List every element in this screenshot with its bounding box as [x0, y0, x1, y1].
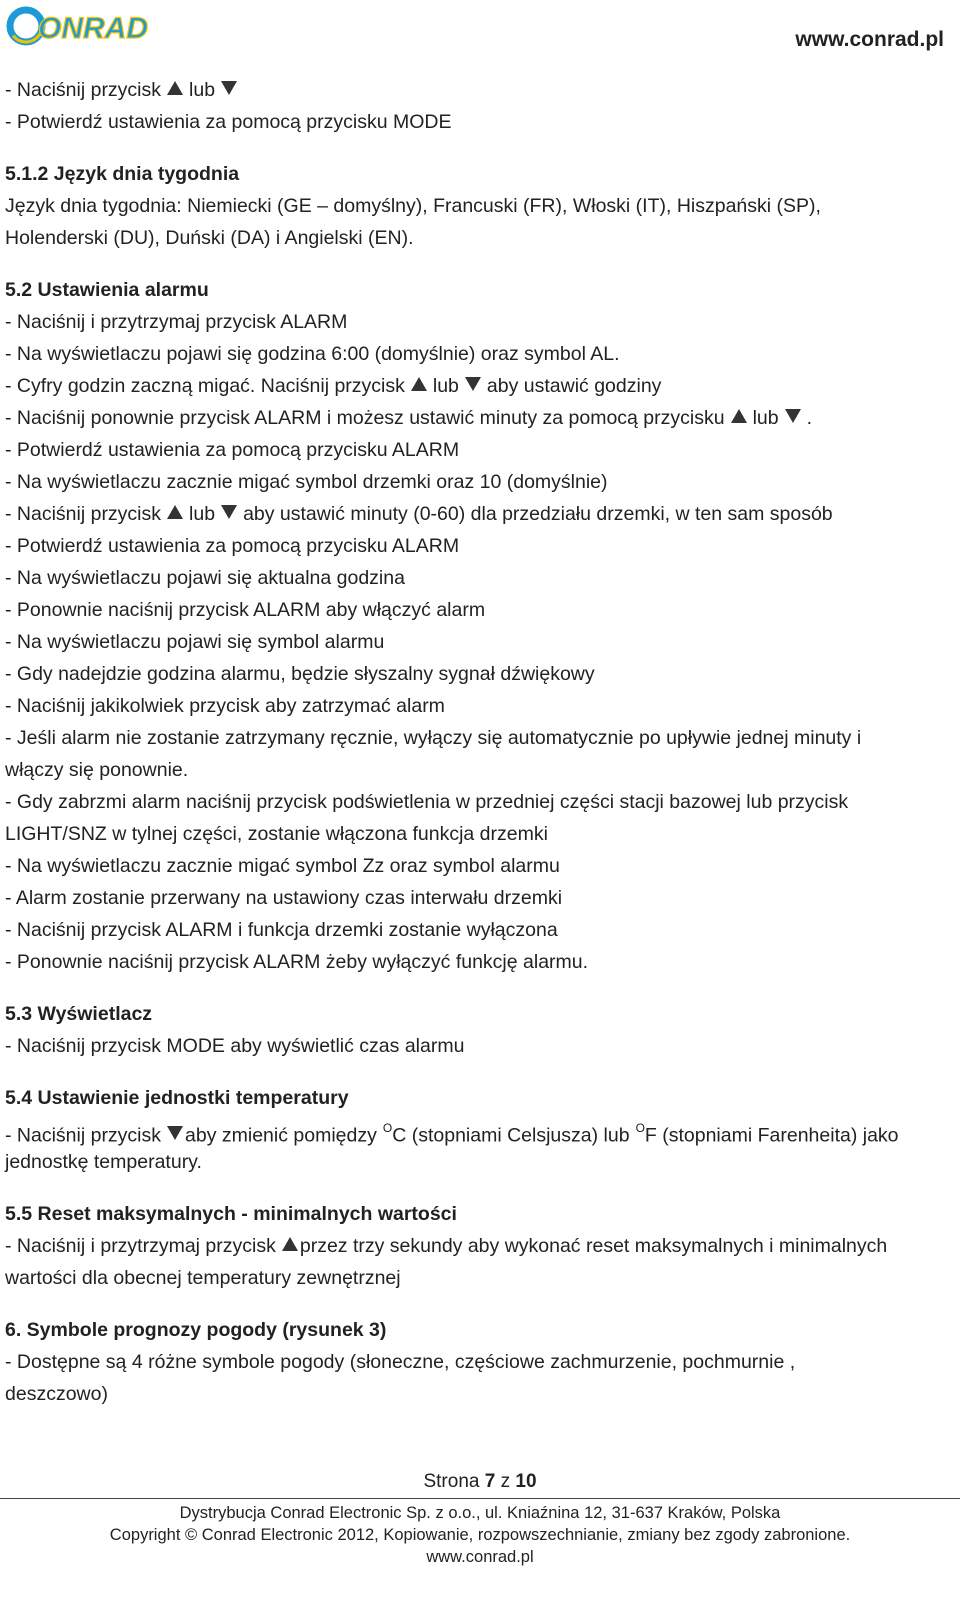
- text-span: lub: [432, 375, 459, 397]
- text-line: - Dostępne są 4 różne symbole pogody (słoneczne, częściowe zachmurzenie, pochmurnie ,: [5, 1351, 796, 1373]
- text-line: - Alarm zostanie przerwany na ustawiony czas interwału drzemki: [5, 887, 563, 909]
- text-span: - Naciśnij przycisk: [5, 503, 162, 525]
- page-footer: [0, 1468, 960, 1496]
- footer-line: Dystrybucja Conrad Electronic Sp. z o.o., ul. Kniaźnina 12, 31-637 Kraków, Polska: [179, 1504, 781, 1522]
- text-span: - Naciśnij i przytrzymaj przycisk: [5, 1235, 276, 1257]
- text-line: - Na wyświetlaczu pojawi się aktualna godzina: [5, 567, 405, 589]
- degree-superscript: O: [635, 1121, 645, 1135]
- text-line: [5, 498, 955, 530]
- site-url: www.conrad.pl: [795, 28, 944, 51]
- text-line: - Gdy zabrzmi alarm naciśnij przycisk podświetlenia w przedniej części stacji bazowej lub przycisk: [5, 791, 849, 813]
- text-line: - Naciśnij przycisk MODE aby wyświetlić czas alarmu: [5, 1035, 465, 1057]
- text-span: lub: [189, 503, 216, 525]
- document-body: [5, 74, 955, 1410]
- degree-superscript: O: [382, 1121, 393, 1135]
- text-span: F (stopniami Farenheita) jako: [644, 1124, 899, 1147]
- text-span: aby zmienić pomiędzy: [185, 1124, 377, 1147]
- text-line: - Na wyświetlaczu zacznie migać symbol Zz oraz symbol alarmu: [5, 855, 560, 877]
- page-total: 10: [515, 1471, 537, 1492]
- text-line: [5, 402, 955, 434]
- text-line: deszczowo): [5, 1383, 108, 1405]
- text-line: LIGHT/SNZ w tylnej części, zostanie włączona funkcja drzemki: [5, 823, 548, 845]
- text-span: lub: [189, 79, 216, 101]
- svg-text:ONRAD: ONRAD: [38, 12, 148, 45]
- text-span: - Naciśnij przycisk: [5, 79, 162, 101]
- page-header: [0, 0, 960, 60]
- section-heading: 6. Symbole prognozy pogody (rysunek 3): [5, 1319, 387, 1341]
- page-prefix: Strona: [423, 1471, 480, 1492]
- text-line: [5, 1114, 955, 1146]
- text-line: [5, 74, 955, 106]
- text-line: - Potwierdź ustawienia za pomocą przycisku MODE: [5, 111, 452, 133]
- text-line: - Potwierdź ustawienia za pomocą przycisku ALARM: [5, 535, 460, 557]
- footer-text: [0, 1502, 960, 1568]
- up-arrow-icon: [282, 1237, 298, 1251]
- conrad-logo: [6, 4, 162, 48]
- text-line: - Naciśnij i przytrzymaj przycisk ALARM: [5, 311, 348, 333]
- up-arrow-icon: [731, 409, 747, 423]
- text-line: - Ponownie naciśnij przycisk ALARM aby włączyć alarm: [5, 599, 486, 621]
- text-line: - Naciśnij jakikolwiek przycisk aby zatrzymać alarm: [5, 695, 445, 717]
- down-arrow-icon: [465, 377, 481, 391]
- text-span: - Naciśnij przycisk: [5, 1124, 162, 1147]
- text-line: Holenderski (DU), Duński (DA) i Angielski (EN).: [5, 227, 414, 249]
- text-span: - Naciśnij ponownie przycisk ALARM i możesz ustawić minuty za pomocą przycisku: [5, 407, 725, 429]
- text-span: .: [806, 407, 813, 429]
- text-line: - Potwierdź ustawienia za pomocą przycisku ALARM: [5, 439, 460, 461]
- page-number: [0, 1468, 960, 1496]
- text-line: włączy się ponownie.: [5, 759, 189, 781]
- text-line: Język dnia tygodnia: Niemiecki (GE – domyślny), Francuski (FR), Włoski (IT), Hiszpański (SP),: [5, 195, 821, 217]
- text-line: wartości dla obecnej temperatury zewnętrznej: [5, 1267, 401, 1289]
- page-separator: z: [500, 1471, 511, 1492]
- footer-divider: [0, 1498, 960, 1499]
- section-heading: 5.2 Ustawienia alarmu: [5, 279, 209, 301]
- section-heading: 5.1.2 Język dnia tygodnia: [5, 163, 240, 185]
- down-arrow-icon: [785, 409, 801, 423]
- footer-line: Copyright © Conrad Electronic 2012, Kopiowanie, rozpowszechnianie, zmiany bez zgody zabronione.: [109, 1526, 851, 1544]
- section-heading: 5.4 Ustawienie jednostki temperatury: [5, 1087, 349, 1109]
- text-span: aby ustawić godziny: [486, 375, 662, 397]
- text-span: przez trzy sekundy aby wykonać reset maksymalnych i minimalnych: [299, 1235, 888, 1257]
- up-arrow-icon: [167, 505, 183, 519]
- section-heading: 5.3 Wyświetlacz: [5, 1003, 153, 1025]
- text-line: - Naciśnij przycisk ALARM i funkcja drzemki zostanie wyłączona: [5, 919, 558, 941]
- page-current: 7: [484, 1471, 496, 1492]
- up-arrow-icon: [411, 377, 427, 391]
- down-arrow-icon: [221, 81, 237, 95]
- text-line: - Na wyświetlaczu pojawi się godzina 6:00 (domyślnie) oraz symbol AL.: [5, 343, 620, 365]
- text-span: lub: [752, 407, 779, 429]
- footer-url: www.conrad.pl: [426, 1548, 534, 1566]
- text-line: jednostkę temperatury.: [5, 1151, 202, 1173]
- text-line: [5, 370, 955, 402]
- up-arrow-icon: [167, 81, 183, 95]
- text-line: - Gdy nadejdzie godzina alarmu, będzie słyszalny sygnał dźwiękowy: [5, 663, 595, 685]
- text-line: - Jeśli alarm nie zostanie zatrzymany ręcznie, wyłączy się automatycznie po upływie jednej minuty i: [5, 727, 862, 749]
- section-heading: 5.5 Reset maksymalnych - minimalnych wartości: [5, 1203, 457, 1225]
- text-span: aby ustawić minuty (0-60) dla przedziału drzemki, w ten sam sposób: [243, 503, 833, 525]
- down-arrow-icon: [221, 505, 237, 519]
- down-arrow-icon: [167, 1126, 183, 1140]
- text-line: [5, 1230, 955, 1262]
- text-span: - Cyfry godzin zaczną migać. Naciśnij przycisk: [5, 375, 405, 397]
- text-span: C (stopniami Celsjusza) lub: [392, 1124, 630, 1147]
- text-line: - Na wyświetlaczu pojawi się symbol alarmu: [5, 631, 385, 653]
- text-line: - Ponownie naciśnij przycisk ALARM żeby wyłączyć funkcję alarmu.: [5, 951, 589, 973]
- text-line: - Na wyświetlaczu zacznie migać symbol drzemki oraz 10 (domyślnie): [5, 471, 608, 493]
